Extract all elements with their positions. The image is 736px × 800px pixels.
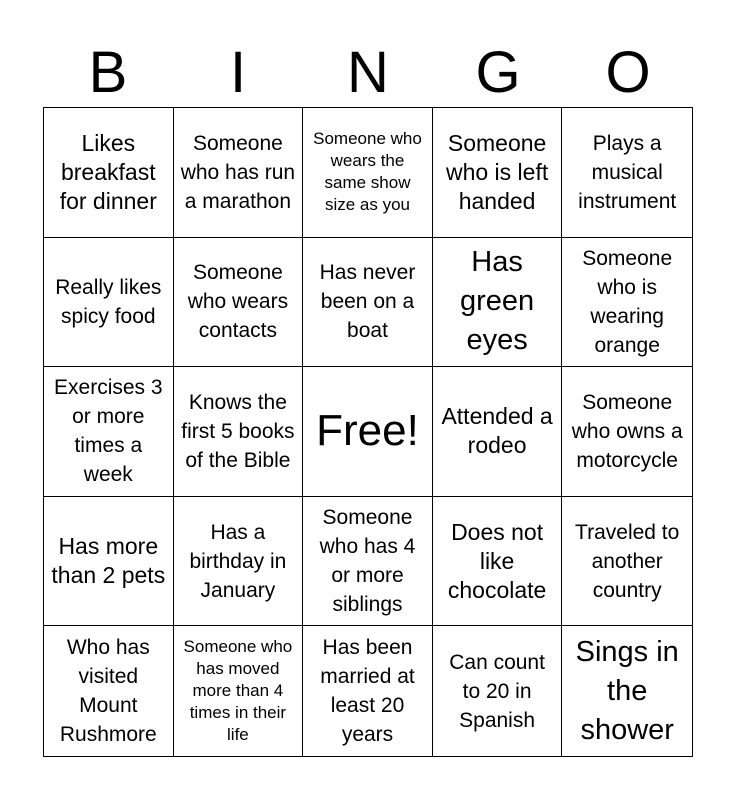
- cell-text: Someone who is wearing orange: [582, 246, 673, 357]
- cell-text: Attended a rodeo: [441, 403, 553, 459]
- bingo-cell[interactable]: [174, 626, 304, 756]
- header-letter-o: O: [605, 40, 651, 105]
- bingo-cell[interactable]: [433, 626, 563, 756]
- bingo-cell[interactable]: [433, 238, 563, 368]
- bingo-cell[interactable]: [562, 626, 692, 756]
- header-letter-g: G: [475, 40, 521, 105]
- cell-text: Exercises 3 or more times a week: [54, 376, 163, 487]
- bingo-cell[interactable]: [44, 108, 174, 238]
- bingo-cell[interactable]: [303, 238, 433, 368]
- cell-text: Has been married at least 20 years: [320, 636, 415, 747]
- cell-text: Has green eyes: [460, 246, 535, 357]
- bingo-cell[interactable]: [174, 108, 304, 238]
- free-space-cell[interactable]: [303, 367, 433, 497]
- bingo-cell[interactable]: [44, 626, 174, 756]
- bingo-cell[interactable]: [174, 497, 304, 627]
- cell-text: Someone who wears the same show size as you: [313, 129, 422, 215]
- bingo-cell[interactable]: [433, 108, 563, 238]
- cell-text: Who has visited Mount Rushmore: [59, 636, 157, 747]
- cell-text: Has a birthday in January: [189, 520, 287, 602]
- cell-text: Someone who is left handed: [445, 129, 549, 214]
- bingo-cell[interactable]: [303, 497, 433, 627]
- bingo-card: [43, 107, 693, 757]
- cell-text: Has more than 2 pets: [51, 533, 166, 589]
- cell-text: Someone who has run a marathon: [180, 131, 296, 213]
- cell-text: Really likes spicy food: [55, 275, 162, 328]
- bingo-header: [43, 40, 693, 106]
- header-letter-n: N: [347, 40, 389, 105]
- bingo-cell[interactable]: [44, 238, 174, 368]
- cell-text: Sings in the shower: [575, 635, 679, 746]
- bingo-cell[interactable]: [562, 238, 692, 368]
- cell-text: Traveled to another country: [575, 520, 680, 602]
- cell-text: Plays a musical instrument: [578, 131, 677, 213]
- free-space-text: Free!: [316, 406, 419, 456]
- cell-text: Knows the first 5 books of the Bible: [181, 390, 295, 472]
- cell-text: Can count to 20 in Spanish: [449, 650, 545, 732]
- bingo-grid: [44, 108, 692, 756]
- bingo-cell[interactable]: [44, 367, 174, 497]
- bingo-cell[interactable]: [562, 108, 692, 238]
- header-letter-b: B: [88, 40, 128, 105]
- cell-text: Likes breakfast for dinner: [59, 129, 157, 214]
- bingo-cell[interactable]: [562, 367, 692, 497]
- bingo-cell[interactable]: [44, 497, 174, 627]
- bingo-cell[interactable]: [433, 497, 563, 627]
- header-letter-i: I: [229, 40, 247, 105]
- bingo-cell[interactable]: [174, 238, 304, 368]
- cell-text: Has never been on a boat: [319, 261, 416, 343]
- bingo-cell[interactable]: [303, 108, 433, 238]
- bingo-cell[interactable]: [303, 626, 433, 756]
- bingo-cell[interactable]: [433, 367, 563, 497]
- cell-text: Someone who has moved more than 4 times in their life: [183, 637, 293, 745]
- bingo-cell[interactable]: [174, 367, 304, 497]
- cell-text: Someone who wears contacts: [187, 261, 289, 343]
- cell-text: Someone who owns a motorcycle: [571, 390, 683, 472]
- bingo-cell[interactable]: [562, 497, 692, 627]
- cell-text: Someone who has 4 or more siblings: [319, 506, 416, 617]
- cell-text: Does not like chocolate: [447, 518, 547, 603]
